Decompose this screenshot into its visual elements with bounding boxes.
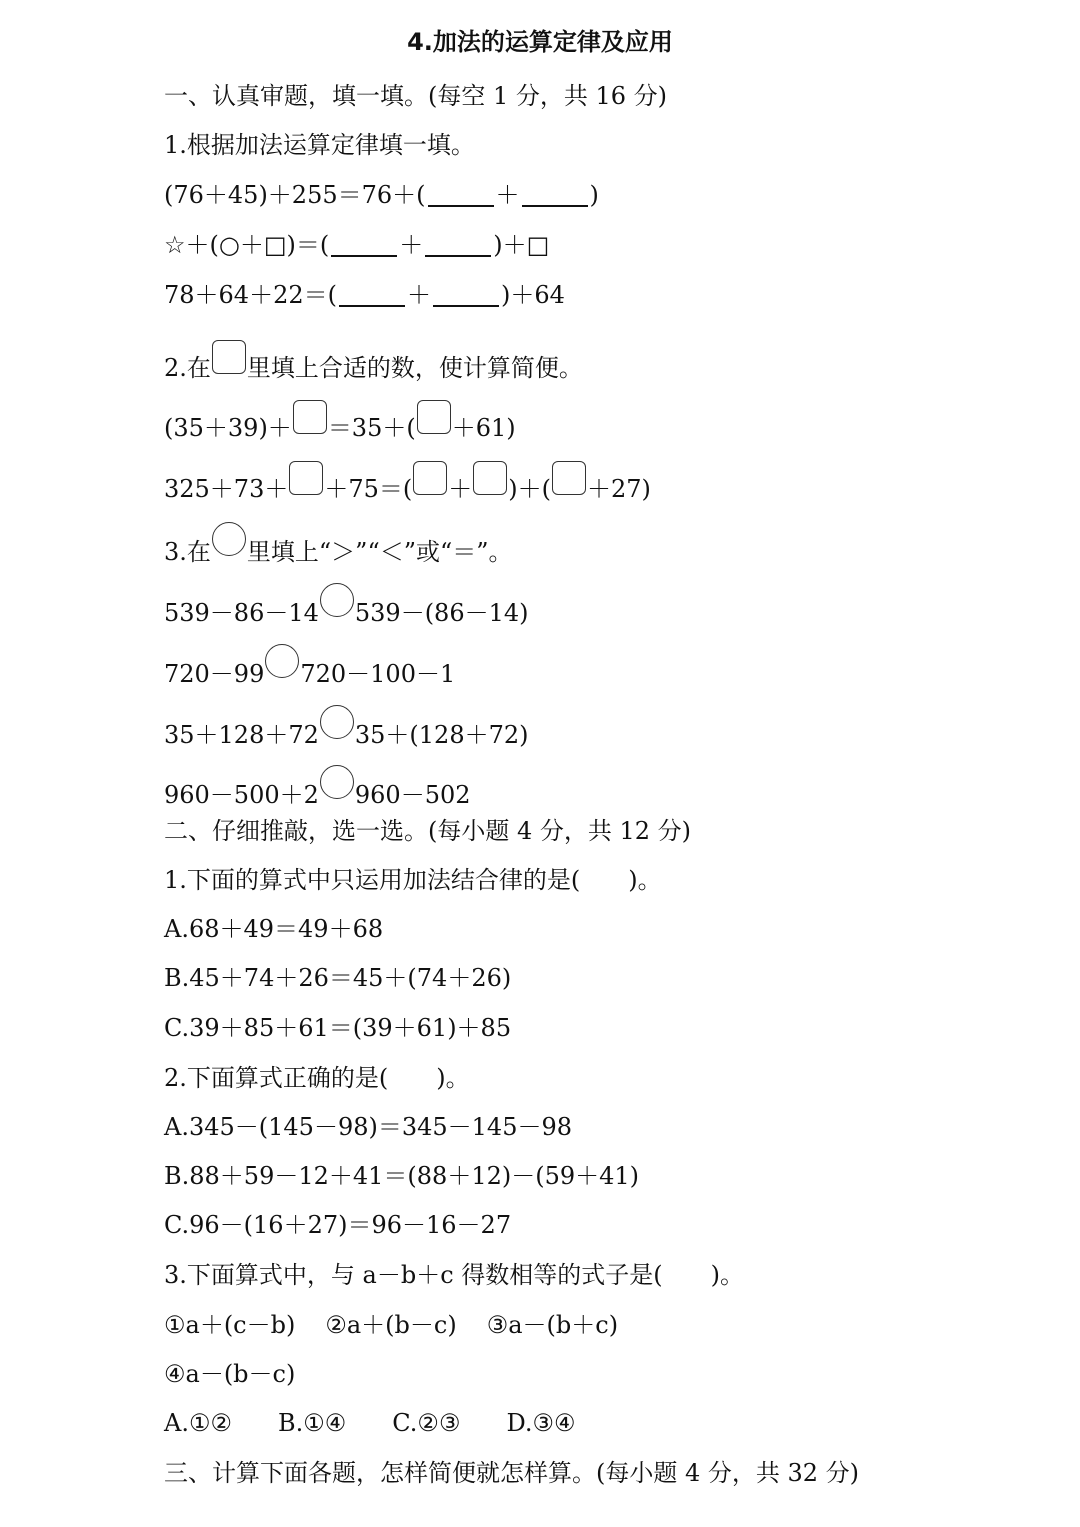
expr-text: ＋ bbox=[495, 181, 520, 209]
q1-1-stem: 1.根据加法运算定律填一填。 bbox=[164, 131, 475, 159]
choice-a[interactable]: A.①② bbox=[164, 1409, 232, 1437]
q2-3-expression-4: ④a－(b－c) bbox=[164, 1360, 296, 1388]
answer-blank[interactable] bbox=[428, 183, 494, 207]
expr-text: ) bbox=[589, 181, 599, 209]
q1-3-stem bbox=[164, 522, 513, 568]
answer-circle bbox=[212, 522, 246, 556]
choice-c[interactable]: C.②③ bbox=[392, 1409, 461, 1437]
q2-2-stem: 2.下面算式正确的是( )。 bbox=[164, 1064, 470, 1092]
expr-text: )＋64 bbox=[500, 281, 565, 309]
expr-text: 325＋73＋ bbox=[164, 475, 289, 503]
q1-1-line-3 bbox=[164, 279, 565, 311]
expr-text: 35＋(128＋72) bbox=[354, 721, 529, 749]
choice-b[interactable]: B.①④ bbox=[278, 1409, 347, 1437]
expr-text: 960－502 bbox=[354, 781, 471, 809]
expr-text: ☆＋(○＋□)＝( bbox=[164, 231, 330, 259]
answer-box[interactable] bbox=[417, 400, 451, 434]
q1-2-line-2 bbox=[164, 461, 651, 505]
expr-text: )＋□ bbox=[493, 231, 550, 259]
expression-3: ③a－(b＋c) bbox=[486, 1311, 619, 1339]
q2-1-option-a[interactable]: A.68＋49＝49＋68 bbox=[164, 915, 384, 943]
expr-text: ＋61) bbox=[451, 414, 516, 442]
expr-text: 960－500＋2 bbox=[164, 781, 319, 809]
expr-text: ＋ bbox=[448, 475, 473, 503]
answer-blank[interactable] bbox=[331, 233, 397, 257]
q2-3-expressions bbox=[164, 1309, 618, 1341]
expr-text: (76＋45)＋255＝76＋( bbox=[164, 181, 426, 209]
answer-circle[interactable] bbox=[265, 644, 299, 678]
q1-3-line-4 bbox=[164, 765, 471, 811]
q2-1-stem: 1.下面的算式中只运用加法结合律的是( )。 bbox=[164, 866, 662, 894]
expr-text: ＝35＋( bbox=[327, 414, 416, 442]
choice-d[interactable]: D.③④ bbox=[506, 1409, 576, 1437]
answer-blank[interactable] bbox=[522, 183, 588, 207]
q2-1-option-b[interactable]: B.45＋74＋26＝45＋(74＋26) bbox=[164, 964, 512, 992]
q1-3-line-2 bbox=[164, 644, 455, 690]
expr-text: 35＋128＋72 bbox=[164, 721, 319, 749]
q1-2-line-1 bbox=[164, 400, 516, 444]
answer-circle[interactable] bbox=[320, 583, 354, 617]
q2-2-option-b[interactable]: B.88＋59－12＋41＝(88＋12)－(59＋41) bbox=[164, 1162, 640, 1190]
expr-text: ＋ bbox=[399, 231, 424, 259]
stem-text: 里填上“＞”“＜”或“＝”。 bbox=[246, 538, 513, 566]
stem-text: 里填上合适的数，使计算简便。 bbox=[246, 354, 583, 382]
answer-blank[interactable] bbox=[425, 233, 491, 257]
answer-box[interactable] bbox=[413, 461, 447, 495]
answer-blank[interactable] bbox=[433, 283, 499, 307]
answer-box[interactable] bbox=[552, 461, 586, 495]
section-3-heading: 三、计算下面各题，怎样简便就怎样算。(每小题 4 分，共 32 分) bbox=[164, 1459, 860, 1487]
expr-text: ＋27) bbox=[587, 475, 651, 503]
expr-text: ＋75＝( bbox=[324, 475, 413, 503]
stem-text: 3.在 bbox=[164, 538, 211, 566]
stem-text: 2.在 bbox=[164, 354, 211, 382]
answer-circle[interactable] bbox=[320, 705, 354, 739]
q2-2-option-a[interactable]: A.345－(145－98)＝345－145－98 bbox=[164, 1113, 572, 1141]
expr-text: ＋ bbox=[406, 281, 431, 309]
expr-text: 720－100－1 bbox=[300, 660, 456, 688]
expr-text: 78＋64＋22＝( bbox=[164, 281, 337, 309]
q2-1-option-c[interactable]: C.39＋85＋61＝(39＋61)＋85 bbox=[164, 1014, 512, 1042]
expr-text: )＋( bbox=[508, 475, 551, 503]
answer-box[interactable] bbox=[293, 400, 327, 434]
expression-2: ②a＋(b－c) bbox=[325, 1311, 457, 1339]
expression-1: ①a＋(c－b) bbox=[164, 1311, 296, 1339]
q2-3-choices bbox=[164, 1407, 576, 1439]
expr-text: 720－99 bbox=[164, 660, 265, 688]
q1-1-line-1 bbox=[164, 179, 599, 211]
answer-box[interactable] bbox=[289, 461, 323, 495]
q1-3-line-3 bbox=[164, 705, 529, 751]
q2-2-option-c[interactable]: C.96－(16＋27)＝96－16－27 bbox=[164, 1211, 512, 1239]
q2-3-stem: 3.下面算式中，与 a－b＋c 得数相等的式子是( )。 bbox=[164, 1261, 744, 1289]
section-2-heading: 二、仔细推敲，选一选。(每小题 4 分，共 12 分) bbox=[164, 817, 692, 845]
q1-1-line-2 bbox=[164, 229, 549, 261]
answer-box bbox=[212, 340, 246, 374]
expr-text: 539－86－14 bbox=[164, 599, 319, 627]
q1-3-line-1 bbox=[164, 583, 529, 629]
section-1-heading: 一、认真审题，填一填。(每空 1 分，共 16 分) bbox=[164, 82, 668, 110]
expr-text: (35＋39)＋ bbox=[164, 414, 292, 442]
q1-2-stem bbox=[164, 340, 583, 384]
answer-blank[interactable] bbox=[339, 283, 405, 307]
answer-circle[interactable] bbox=[320, 765, 354, 799]
answer-box[interactable] bbox=[473, 461, 507, 495]
page-title: 4.加法的运算定律及应用 bbox=[407, 28, 673, 56]
expr-text: 539－(86－14) bbox=[354, 599, 529, 627]
